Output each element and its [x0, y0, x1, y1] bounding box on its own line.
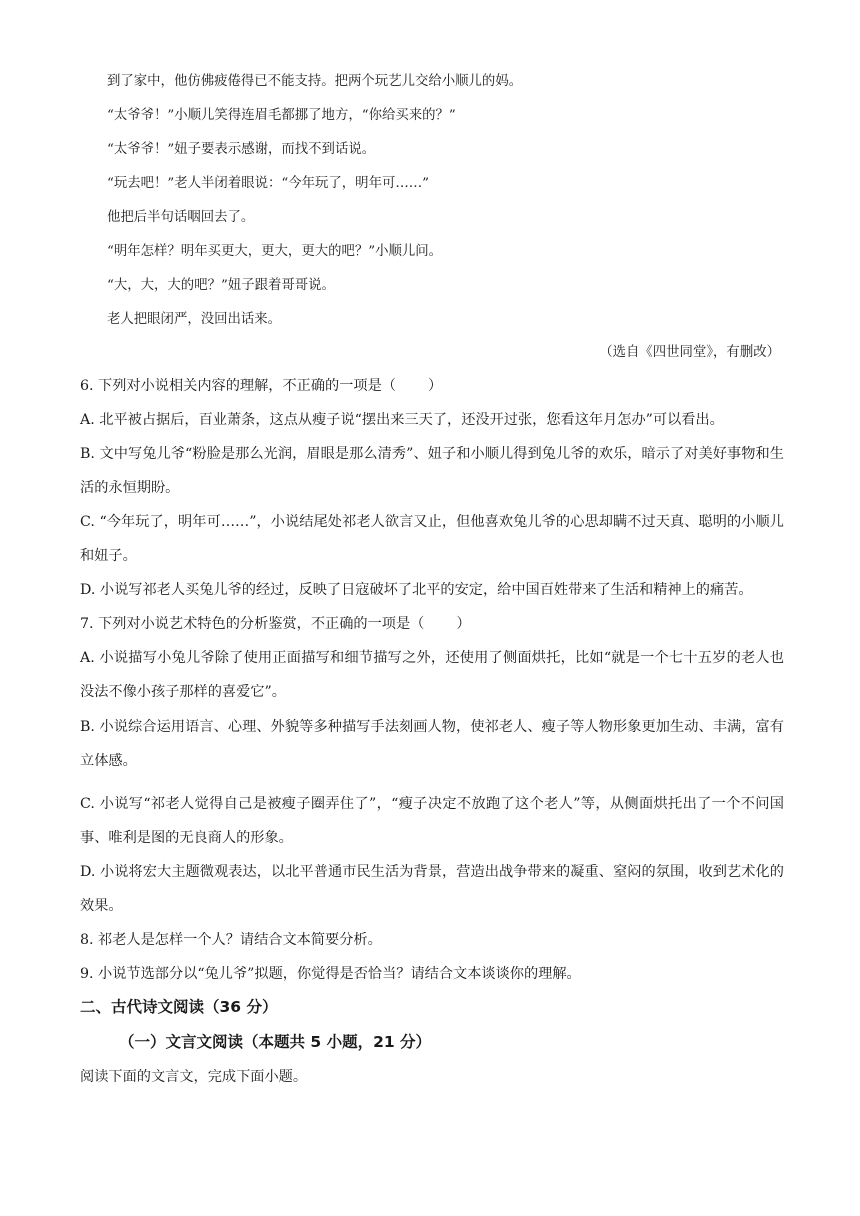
question-7-option-c: C. 小说写“祁老人觉得自己是被瘦子圈弄住了”，“瘦子决定不放跑了这个老人”等，从侧面烘托出了一个不问国事、唯利是图的无良商人的形象。 — [80, 796, 784, 846]
question-6-option-d: D. 小说写祁老人买兔儿爷的经过，反映了日寇破坏了北平的安定，给中国百姓带来了生活和精神上的痛苦。 — [80, 582, 753, 598]
question-7-option-a: A. 小说描写小兔儿爷除了使用正面描写和细节描写之外，还使用了侧面烘托，比如“就是一个七十五岁的老人也没法不像小孩子那样的喜爱它”。 — [80, 650, 784, 700]
section-2-heading: 二、古代诗文阅读（36 分） — [80, 998, 278, 1016]
story-paragraph: “玩去吧！”老人半闭着眼说：“今年玩了，明年可……” — [107, 176, 429, 191]
reading-instruction: 阅读下面的文言文，完成下面小题。 — [80, 1069, 308, 1085]
question-6-option-c: C. “今年玩了，明年可……”，小说结尾处祁老人欲言又止，但他喜欢兔儿爷的心思却瞒不过天真、聪明的小顺儿和妞子。 — [80, 514, 784, 564]
story-paragraph: “明年怎样？明年买更大，更大，更大的吧？”小顺儿问。 — [107, 244, 443, 259]
question-8: 8. 祁老人是怎样一个人？请结合文本简要分析。 — [80, 932, 382, 948]
question-7-stem — [80, 614, 784, 634]
story-paragraph: “大，大，大的吧？”妞子跟着哥哥说。 — [107, 278, 335, 293]
question-7-stem-text: 7. 下列对小说艺术特色的分析鉴赏，不正确的一项是（ — [80, 616, 425, 632]
question-7-option-b: B. 小说综合运用语言、心理、外貌等多种描写手法刻画人物，使祁老人、瘦子等人物形象更加生动、丰满，富有立体感。 — [80, 719, 784, 769]
question-6-stem-close: ） — [428, 378, 443, 394]
question-6-option-a: A. 北平被占据后，百业萧条，这点从瘦子说“摆出来三天了，还没开过张，您看这年月怎办”可以看出。 — [80, 412, 724, 428]
story-paragraph: 到了家中，他仿佛疲倦得已不能支持。把两个玩艺儿交给小顺儿的妈。 — [107, 74, 523, 89]
question-6-option-b: B. 文中写兔儿爷“粉脸是那么光润，眉眼是那么清秀”、妞子和小顺儿得到兔儿爷的欢乐，暗示了对美好事物和生活的永恒期盼。 — [80, 446, 784, 496]
question-6-stem — [80, 376, 784, 396]
question-7-option-d: D. 小说将宏大主题微观表达，以北平普通市民生活为背景，营造出战争带来的凝重、窒闷的氛围，收到艺术化的效果。 — [80, 864, 784, 914]
story-paragraph: 老人把眼闭严，没回出话来。 — [107, 312, 282, 327]
source-citation: （选自《四世同堂》，有删改） — [599, 345, 780, 360]
question-7-stem-close: ） — [456, 616, 471, 632]
question-6-stem-text: 6. 下列对小说相关内容的理解，不正确的一项是（ — [80, 378, 396, 394]
story-paragraph: 他把后半句话咽回去了。 — [107, 210, 255, 225]
subsection-heading: （一）文言文阅读（本题共 5 小题，21 分） — [119, 1033, 432, 1051]
story-paragraph: “太爷爷！”妞子要表示感谢，而找不到话说。 — [107, 142, 376, 157]
story-paragraph: “太爷爷！”小顺儿笑得连眉毛都挪了地方，“你给买来的？” — [107, 108, 456, 123]
question-9: 9. 小说节选部分以“兔儿爷”拟题，你觉得是否恰当？请结合文本谈谈你的理解。 — [80, 966, 581, 982]
